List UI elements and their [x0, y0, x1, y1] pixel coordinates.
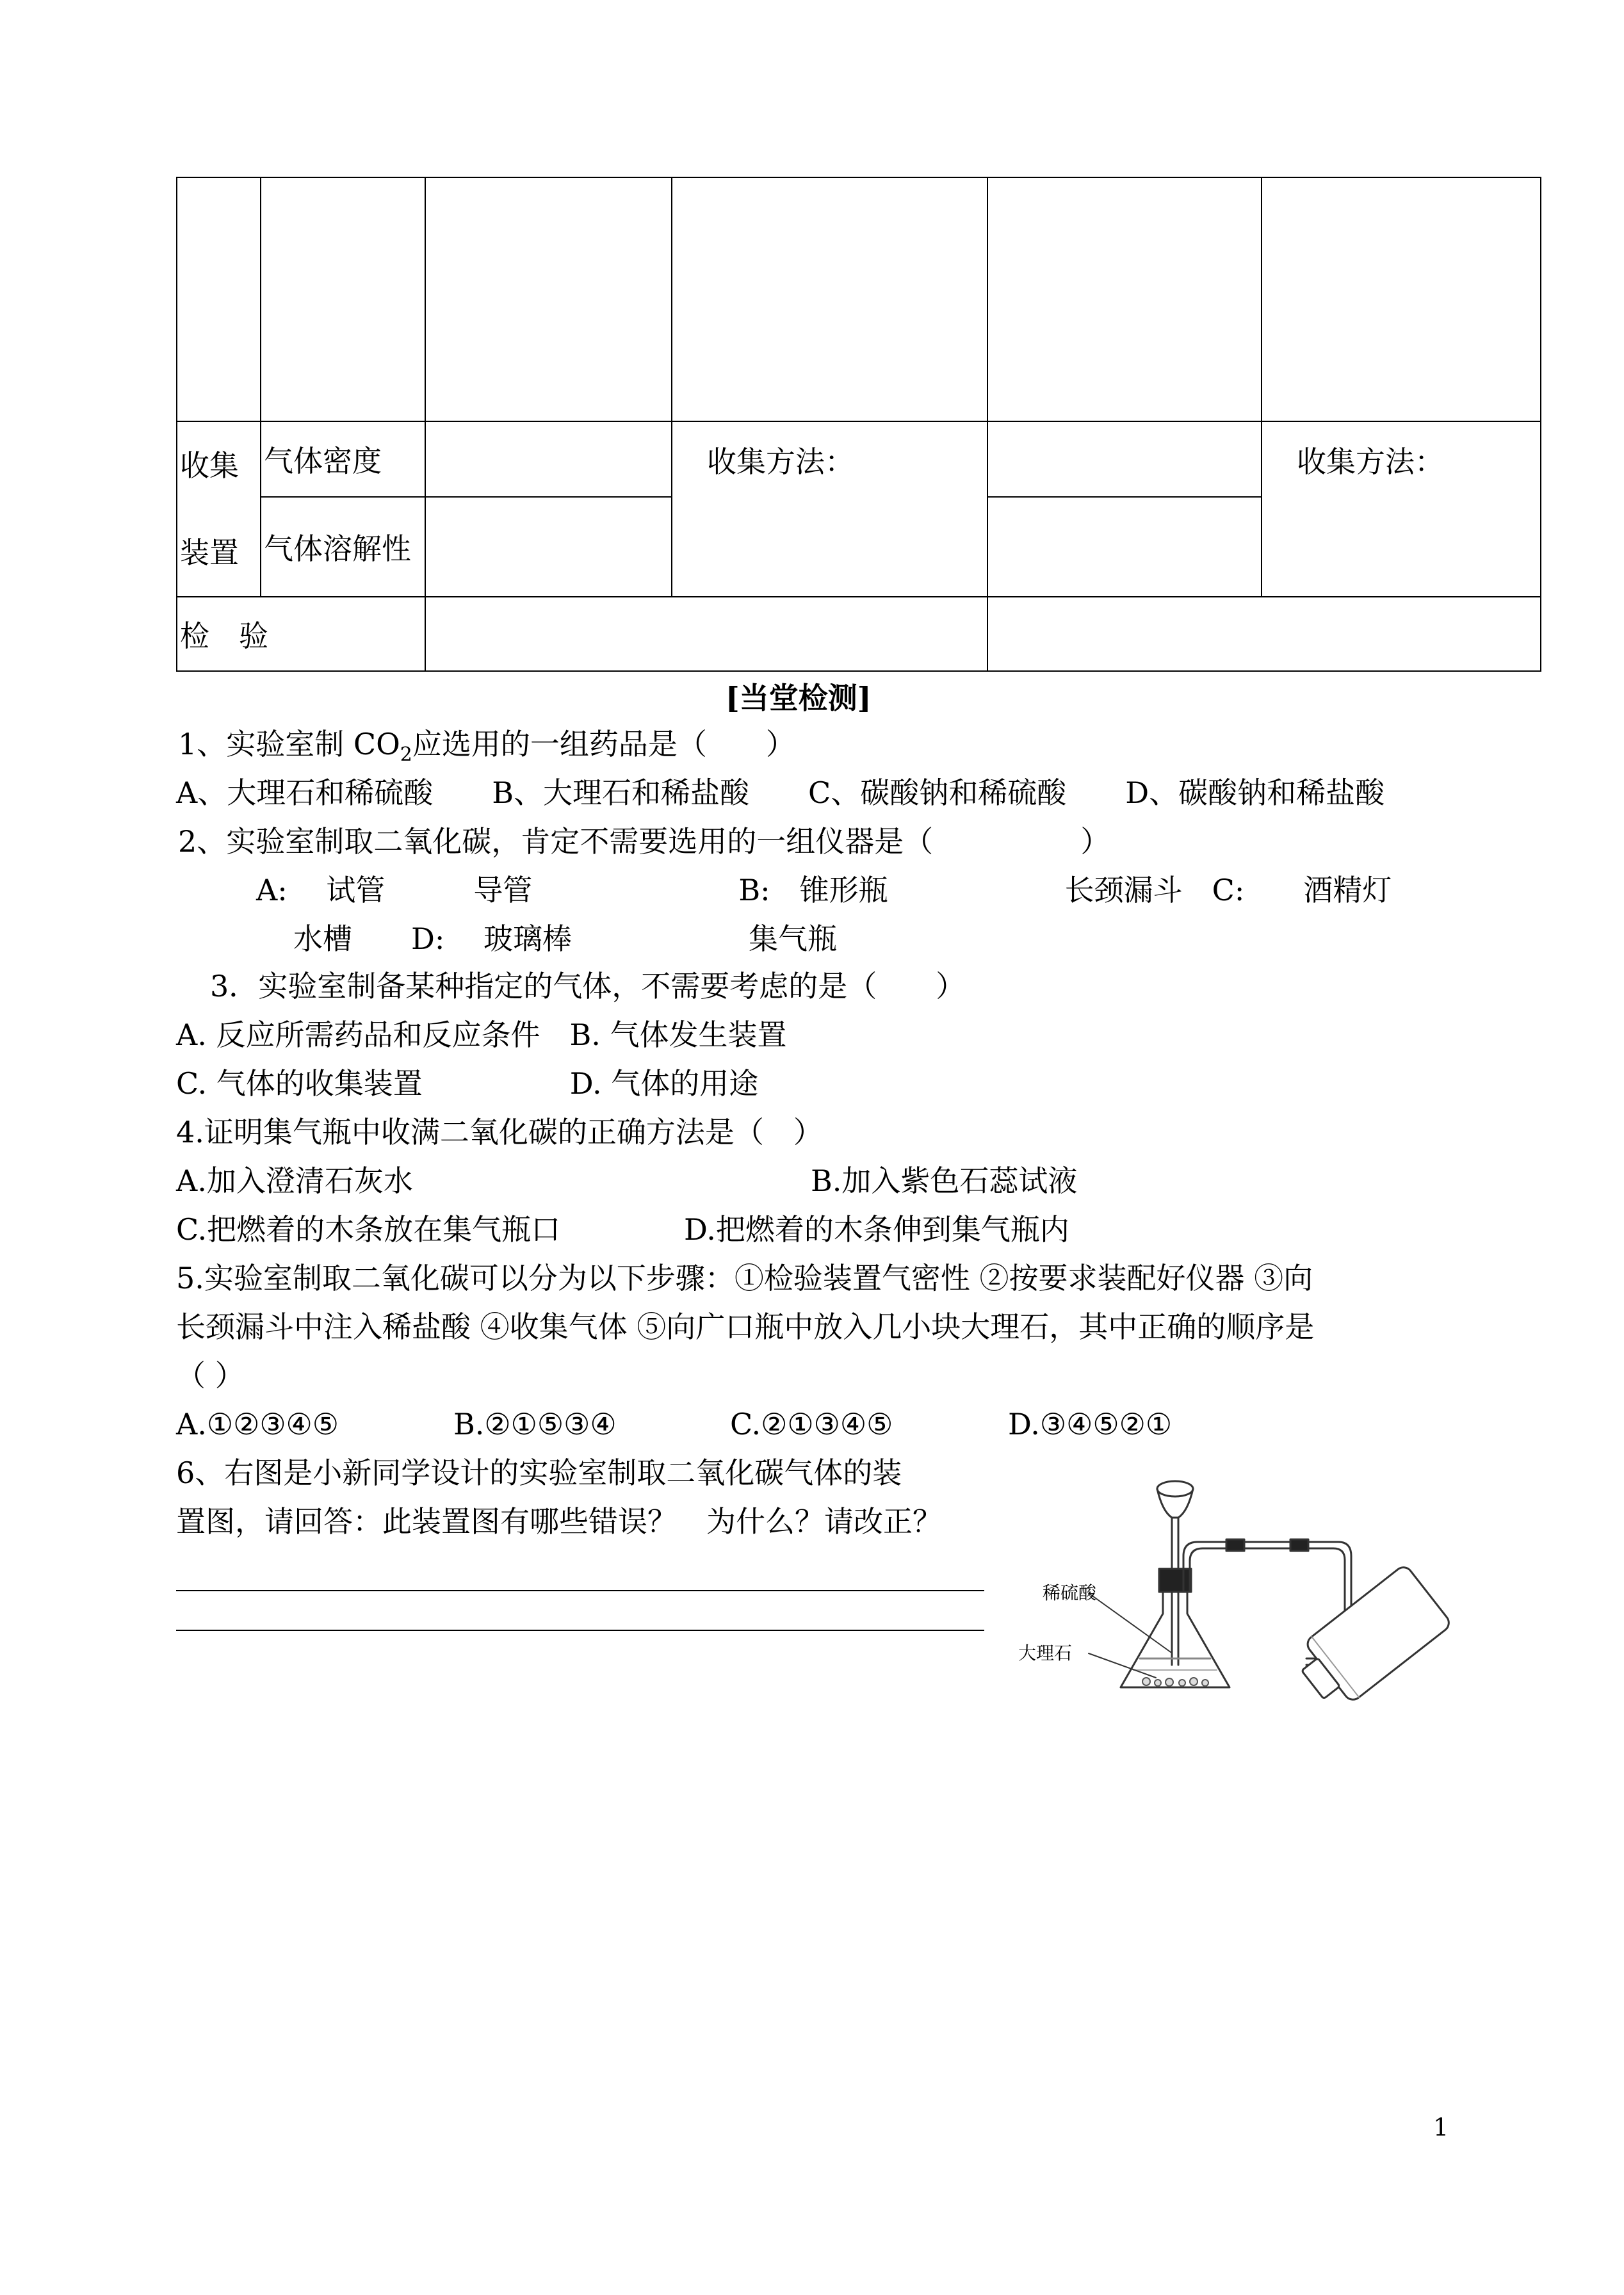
- table-cell: [987, 177, 1262, 421]
- question-1-stem: 1、实验室制 $CO_2$应选用的一组药品是（ ）: [178, 727, 795, 766]
- question-1-options: A、大理石和稀硫酸 B、大理石和稀盐酸 C、碳酸钠和稀硫酸 D、碳酸钠和稀盐酸: [176, 775, 1385, 810]
- gas-bottle-icon: [1289, 1564, 1452, 1703]
- question-5-line3: （ ）: [176, 1358, 245, 1393]
- section-title: [当堂检测]: [726, 681, 872, 715]
- question-5-line2: 长颈漏斗中注入稀盐酸 ④收集气体 ⑤向广口瓶中放入几小块大理石，其中正确的顺序是: [176, 1310, 1315, 1344]
- figure-label-marble: 大理石: [1018, 1642, 1073, 1664]
- question-4-option-c: C.把燃着的木条放在集气瓶口: [176, 1212, 561, 1247]
- funnel-top-icon: [1157, 1481, 1193, 1496]
- table-cell: [261, 177, 425, 421]
- question-4-option-a: A.加入澄清石灰水: [176, 1164, 413, 1198]
- question-3-options-line2: C. 气体的收集装置 D. 气体的用途: [176, 1066, 759, 1101]
- conical-flask-icon: [1121, 1592, 1230, 1687]
- funnel-bowl-icon: [1157, 1489, 1193, 1518]
- question-2-options-line2: 水槽 D: 玻璃棒 集气瓶: [293, 921, 838, 956]
- table-cell: [425, 421, 672, 497]
- table-cell: [425, 177, 672, 421]
- question-5-option-c: C.②①③④⑤: [730, 1407, 893, 1441]
- table-cell: [1262, 177, 1541, 421]
- question-2-options-line1: A: 试管 导管 B: 锥形瓶 长颈漏斗 C: 酒精灯: [256, 873, 1392, 907]
- table-cell: [672, 177, 987, 421]
- question-5-option-d: D.③④⑤②①: [1008, 1407, 1173, 1441]
- question-4-stem: 4.证明集气瓶中收满二氧化碳的正确方法是（ ）: [176, 1115, 823, 1149]
- marble-chips-icon: [1142, 1678, 1208, 1686]
- gas-solubility-label: 气体溶解性: [261, 497, 425, 597]
- collect-method-label: 收集方法：: [1262, 421, 1541, 597]
- question-5-option-a: A.①②③④⑤: [176, 1407, 339, 1441]
- lab-apparatus-table: [176, 177, 1541, 672]
- table-cell: [425, 497, 672, 597]
- question-4-option-b: B.加入紫色石蕊试液: [811, 1164, 1078, 1198]
- answer-line: [176, 1590, 984, 1591]
- stopper-icon: [1159, 1569, 1191, 1592]
- table-cell: [987, 497, 1262, 597]
- table-cell: [425, 597, 987, 671]
- question-6-line2: 置图，请回答：此装置图有哪些错误？ 为什么？请改正？: [176, 1504, 942, 1539]
- question-3-stem: 3．实验室制备某种指定的气体，不需要考虑的是（ ）: [210, 969, 966, 1003]
- question-2-stem: 2、实验室制取二氧化碳，肯定不需要选用的一组仪器是（ ）: [178, 824, 1110, 859]
- table-cell: [987, 597, 1541, 671]
- question-4-option-d: D.把燃着的木条伸到集气瓶内: [684, 1212, 1069, 1247]
- collect-device-label: 收集 装置: [177, 421, 261, 597]
- question-3-options-line1: A. 反应所需药品和反应条件 B. 气体发生装置: [176, 1018, 787, 1052]
- question-5-option-b: B.②①⑤③④: [453, 1407, 617, 1441]
- table-cell: [987, 421, 1262, 497]
- table-cell: [177, 177, 261, 421]
- answer-line: [176, 1630, 984, 1631]
- question-5-line1: 5.实验室制取二氧化碳可以分为以下步骤：①检验装置气密性 ②按要求装配好仪器 ③向: [176, 1261, 1313, 1295]
- test-label: 检 验: [177, 597, 425, 671]
- question-6-line1: 6、右图是小新同学设计的实验室制取二氧化碳气体的装: [176, 1456, 902, 1490]
- collect-method-label: 收集方法：: [672, 421, 987, 597]
- figure-label-acid: 稀硫酸: [1043, 1582, 1097, 1603]
- gas-density-label: 气体密度: [261, 421, 425, 497]
- page-number: 1: [1433, 2113, 1449, 2141]
